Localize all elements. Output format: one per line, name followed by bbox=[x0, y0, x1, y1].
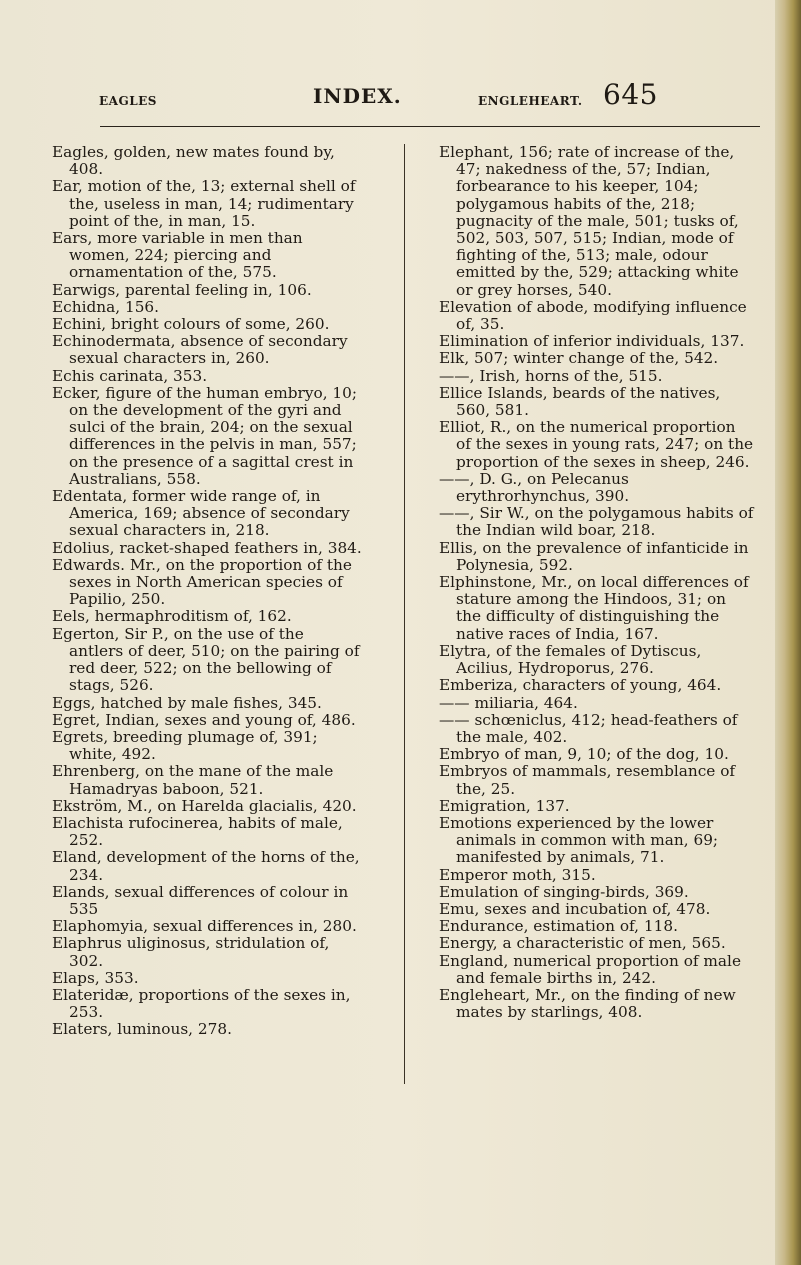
index-entry: Engleheart, Mr., on the finding of new mates by starlings, 408. bbox=[439, 985, 736, 1022]
index-entry: Ears, more variable in men than women, 224; piercing and ornamentation of the, 575. bbox=[52, 229, 303, 282]
index-entry: —— miliaria, 464. bbox=[439, 693, 578, 712]
index-entry: —— schœniclus, 412; head-feathers of the male, 402. bbox=[439, 710, 738, 746]
index-entry: Echini, bright colours of some, 260. bbox=[52, 315, 330, 334]
index-entry: Echis carinata, 353. bbox=[52, 366, 208, 385]
index-entry: Ehrenberg, on the mane of the male Hamadryas baboon, 521. bbox=[52, 762, 334, 798]
index-entry: Endurance, estimation of, 118. bbox=[439, 917, 678, 936]
index-entry: Embryos of mammals, resemblance of the, 25. bbox=[439, 762, 736, 798]
index-entry: Elateridæ, proportions of the sexes in, 253. bbox=[52, 985, 351, 1022]
index-entry: Elimination of inferior individuals, 137. bbox=[439, 332, 745, 351]
index-entry: Edolius, racket-shaped feathers in, 384. bbox=[52, 538, 362, 557]
index-entry: Ecker, figure of the human embryo, 10; on the development of the gyri and sulci of the brain, 204; on the sexual differences in the pelvis in man, 557; on the presence of a sagittal crest in Australians, 558. bbox=[52, 383, 358, 488]
index-entry: ——, Sir W., on the polygamous habits of the Indian wild boar, 218. bbox=[439, 504, 754, 540]
index-entry: Elephant, 156; rate of increase of the, 47; nakedness of the, 57; Indian, forbearance to his keeper, 104; polygamous habits of the, 218; pugnacity of the male, 501; tusks of, 502, 503, 507, 515; Indian, mode of fighting of the, 513; male, odour emitted by the, 529; attacking white or grey horses, 540. bbox=[439, 143, 739, 299]
index-entry: Echinodermata, absence of secondary sexual characters in, 260. bbox=[52, 332, 348, 368]
index-entry: Eland, development of the horns of the, 234. bbox=[52, 848, 360, 884]
index-entry: Elevation of abode, modifying influence of, 35. bbox=[439, 297, 747, 334]
column-divider bbox=[404, 144, 405, 1084]
index-entry: Eagles, golden, new mates found by, 408. bbox=[52, 143, 335, 179]
index-entry: Ear, motion of the, 13; external shell of the, useless in man, 14; rudimentary point of the, in man, 15. bbox=[52, 177, 356, 230]
index-entry: Ekström, M., on Harelda glacialis, 420. bbox=[52, 796, 357, 815]
index-entry: Echidna, 156. bbox=[52, 297, 160, 316]
index-entry: ——, Irish, horns of the, 515. bbox=[439, 366, 663, 385]
index-entry: Elands, sexual differences of colour in 535 bbox=[52, 882, 349, 918]
index-entry: Emberiza, characters of young, 464. bbox=[439, 676, 722, 695]
index-entry: Earwigs, parental feeling in, 106. bbox=[52, 280, 312, 299]
index-entry: Elaters, luminous, 278. bbox=[52, 1020, 232, 1039]
index-entry: Emigration, 137. bbox=[439, 796, 570, 815]
index-entry: Edwards. Mr., on the proportion of the sexes in North American species of Papilio, 250. bbox=[52, 555, 352, 609]
index-entry: Egret, Indian, sexes and young of, 486. bbox=[52, 710, 356, 729]
header-right-guideword: ENGLEHEART. bbox=[478, 94, 583, 108]
index-entry: Emotions experienced by the lower animals in common with man, 69; manifested by animals, 71. bbox=[439, 813, 719, 867]
index-entry: England, numerical proportion of male and female births in, 242. bbox=[439, 951, 741, 987]
index-entry: Eggs, hatched by male fishes, 345. bbox=[52, 693, 322, 712]
index-entry: Elphinstone, Mr., on local differences of stature among the Hindoos, 31; on the difficulty of distinguishing the native races of India, 167. bbox=[439, 573, 749, 643]
index-entry: Eels, hermaphroditism of, 162. bbox=[52, 607, 292, 626]
index-entry: Emu, sexes and incubation of, 478. bbox=[439, 899, 711, 918]
index-entry: Egrets, breeding plumage of, 391; white, 492. bbox=[52, 727, 318, 764]
index-entry: Elytra, of the females of Dytiscus, Acilius, Hydroporus, 276. bbox=[439, 641, 702, 678]
index-column-left bbox=[52, 144, 362, 1039]
book-spine-edge bbox=[775, 0, 801, 1265]
header-left-guideword: EAGLES bbox=[99, 94, 157, 108]
page-number: 645 bbox=[603, 78, 658, 111]
index-entry: Emperor moth, 315. bbox=[439, 865, 596, 884]
index-entry: Egerton, Sir P., on the use of the antlers of deer, 510; on the pairing of red deer, 522; on the bellowing of stags, 526. bbox=[52, 624, 360, 695]
index-entry: Ellis, on the prevalence of infanticide in Polynesia, 592. bbox=[439, 538, 749, 574]
index-entry: Elaphrus uliginosus, stridulation of, 302. bbox=[52, 934, 330, 970]
index-entry: Edentata, former wide range of, in America, 169; absence of secondary sexual characters in, 218. bbox=[52, 487, 350, 540]
header-title: INDEX. bbox=[313, 84, 402, 108]
index-column-right bbox=[439, 144, 754, 1021]
index-entry: Ellice Islands, beards of the natives, 560, 581. bbox=[439, 383, 721, 420]
running-header bbox=[0, 78, 760, 122]
header-rule bbox=[100, 126, 760, 127]
index-entry: Elk, 507; winter change of the, 542. bbox=[439, 349, 719, 368]
index-entry: Energy, a characteristic of men, 565. bbox=[439, 934, 726, 953]
index-entry: Elaps, 353. bbox=[52, 968, 139, 987]
index-entry: Embryo of man, 9, 10; of the dog, 10. bbox=[439, 745, 729, 764]
index-entry: Emulation of singing-birds, 369. bbox=[439, 882, 689, 901]
index-entry: Elachista rufocinerea, habits of male, 252. bbox=[52, 813, 343, 850]
index-entry: Elaphomyia, sexual differences in, 280. bbox=[52, 917, 357, 936]
index-entry: Elliot, R., on the numerical proportion of the sexes in young rats, 247; on the proportion of the sexes in sheep, 246. bbox=[439, 418, 754, 471]
index-entry: ——, D. G., on Pelecanus erythrorhynchus, 390. bbox=[439, 469, 630, 506]
